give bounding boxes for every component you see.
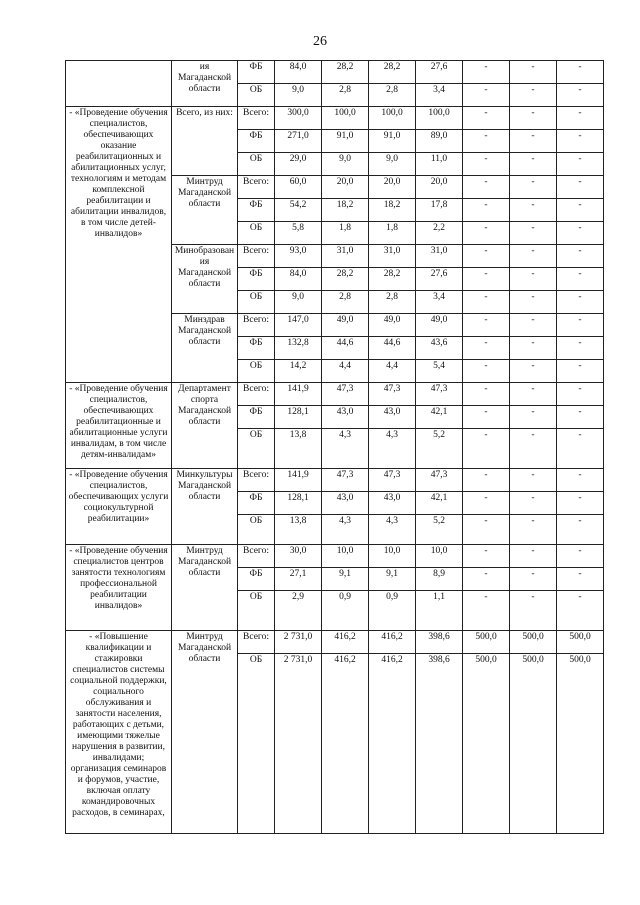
amount-cell: 5,2 (416, 429, 463, 469)
funding-source-cell: ОБ (238, 591, 275, 631)
funding-source-cell: ОБ (238, 222, 275, 245)
amount-cell: 8,9 (416, 568, 463, 591)
executor-cell: Департамент спорта Магаданской области (172, 383, 238, 469)
amount-cell: 2,8 (322, 84, 369, 107)
amount-cell: 47,3 (369, 383, 416, 406)
amount-cell: 29,0 (275, 153, 322, 176)
amount-cell: - (557, 469, 604, 492)
amount-cell: 100,0 (322, 107, 369, 130)
amount-cell: - (557, 153, 604, 176)
activity-cell: - «Проведение обучения специалистов, обеспечивающих реабилитационные и абилитационные услуги инвалидам, в том числе детям-инвалидам» (66, 383, 172, 469)
executor-cell: Минкультуры Магаданской области (172, 469, 238, 545)
amount-cell: - (510, 383, 557, 406)
amount-cell: 128,1 (275, 406, 322, 429)
activity-cell (66, 61, 172, 107)
amount-cell: 42,1 (416, 492, 463, 515)
amount-cell: - (463, 591, 510, 631)
amount-cell: 27,1 (275, 568, 322, 591)
amount-cell: 271,0 (275, 130, 322, 153)
executor-cell: Всего, из них: (172, 107, 238, 176)
table-row (66, 383, 604, 406)
amount-cell: 0,9 (322, 591, 369, 631)
amount-cell: - (510, 107, 557, 130)
amount-cell: 5,2 (416, 515, 463, 545)
amount-cell: 49,0 (416, 314, 463, 337)
amount-cell: 1,1 (416, 591, 463, 631)
amount-cell: - (463, 107, 510, 130)
amount-cell: 2,9 (275, 591, 322, 631)
amount-cell: 28,2 (369, 61, 416, 84)
table-row (66, 469, 604, 492)
amount-cell: 9,1 (369, 568, 416, 591)
amount-cell: - (557, 545, 604, 568)
amount-cell: 398,6 (416, 654, 463, 834)
amount-cell: 500,0 (463, 654, 510, 834)
amount-cell: 84,0 (275, 268, 322, 291)
amount-cell: 18,2 (322, 199, 369, 222)
funding-source-cell: Всего: (238, 176, 275, 199)
funding-source-cell: ОБ (238, 654, 275, 834)
amount-cell: 1,8 (369, 222, 416, 245)
amount-cell: - (557, 406, 604, 429)
amount-cell: - (557, 591, 604, 631)
amount-cell: 9,0 (275, 84, 322, 107)
activity-cell: - «Проведение обучения специалистов, обеспечивающих услуги социокультурной реабилитации» (66, 469, 172, 545)
amount-cell: 91,0 (369, 130, 416, 153)
amount-cell: 17,8 (416, 199, 463, 222)
amount-cell: 416,2 (322, 654, 369, 834)
amount-cell: 500,0 (557, 631, 604, 654)
activity-cell: - «Проведение обучения специалистов центров занятости технологиям профессиональной реабилитации инвалидов» (66, 545, 172, 631)
funding-source-cell: Всего: (238, 107, 275, 130)
funding-source-cell: ФБ (238, 199, 275, 222)
amount-cell: - (463, 84, 510, 107)
amount-cell: 100,0 (369, 107, 416, 130)
amount-cell: - (557, 492, 604, 515)
amount-cell: - (463, 176, 510, 199)
amount-cell: - (463, 245, 510, 268)
amount-cell: 60,0 (275, 176, 322, 199)
amount-cell: 10,0 (322, 545, 369, 568)
amount-cell: 9,0 (322, 153, 369, 176)
amount-cell: 27,6 (416, 268, 463, 291)
activity-cell: - «Повышение квалификации и стажировки специалистов системы социальной поддержки, социального обслуживания и занятости населения, работающих с детьми, имеющими тяжелые нарушения в развитии, инвалидами; организация семинаров и форумов, участие, включая оплату командировочных расходов, в семинарах, (66, 631, 172, 834)
amount-cell: - (557, 429, 604, 469)
amount-cell: - (463, 568, 510, 591)
amount-cell: 141,9 (275, 383, 322, 406)
amount-cell: 28,2 (322, 268, 369, 291)
amount-cell: 3,4 (416, 291, 463, 314)
amount-cell: 91,0 (322, 130, 369, 153)
amount-cell: 31,0 (416, 245, 463, 268)
amount-cell: 43,0 (322, 492, 369, 515)
amount-cell: - (510, 291, 557, 314)
amount-cell: 20,0 (369, 176, 416, 199)
amount-cell: 141,9 (275, 469, 322, 492)
amount-cell: 2,2 (416, 222, 463, 245)
amount-cell: - (557, 84, 604, 107)
amount-cell: - (463, 130, 510, 153)
amount-cell: 4,3 (322, 515, 369, 545)
amount-cell: - (510, 268, 557, 291)
funding-source-cell: ОБ (238, 515, 275, 545)
amount-cell: 5,4 (416, 360, 463, 383)
amount-cell: 47,3 (416, 469, 463, 492)
amount-cell: - (510, 84, 557, 107)
table-row (66, 631, 604, 654)
funding-source-cell: ФБ (238, 61, 275, 84)
amount-cell: - (557, 245, 604, 268)
amount-cell: 54,2 (275, 199, 322, 222)
amount-cell: 128,1 (275, 492, 322, 515)
amount-cell: 89,0 (416, 130, 463, 153)
executor-cell: Минтруд Магаданской области (172, 545, 238, 631)
amount-cell: 147,0 (275, 314, 322, 337)
amount-cell: 28,2 (322, 61, 369, 84)
funding-source-cell: ФБ (238, 406, 275, 429)
amount-cell: 9,0 (369, 153, 416, 176)
amount-cell: - (557, 568, 604, 591)
amount-cell: 14,2 (275, 360, 322, 383)
amount-cell: - (510, 429, 557, 469)
amount-cell: 43,0 (369, 406, 416, 429)
executor-cell: Минтруд Магаданской области (172, 176, 238, 245)
amount-cell: - (463, 61, 510, 84)
amount-cell: 2 731,0 (275, 654, 322, 834)
amount-cell: 100,0 (416, 107, 463, 130)
amount-cell: - (510, 176, 557, 199)
amount-cell: 84,0 (275, 61, 322, 84)
amount-cell: 416,2 (322, 631, 369, 654)
amount-cell: - (463, 314, 510, 337)
executor-cell: Минздрав Магаданской области (172, 314, 238, 383)
amount-cell: 2 731,0 (275, 631, 322, 654)
amount-cell: 4,3 (369, 429, 416, 469)
amount-cell: 27,6 (416, 61, 463, 84)
amount-cell: 500,0 (510, 654, 557, 834)
amount-cell: - (463, 406, 510, 429)
amount-cell: 500,0 (463, 631, 510, 654)
amount-cell: - (557, 515, 604, 545)
amount-cell: 47,3 (369, 469, 416, 492)
amount-cell: 44,6 (322, 337, 369, 360)
amount-cell: - (510, 245, 557, 268)
funding-source-cell: Всего: (238, 469, 275, 492)
amount-cell: 2,8 (322, 291, 369, 314)
amount-cell: 9,1 (322, 568, 369, 591)
amount-cell: - (463, 268, 510, 291)
amount-cell: 4,3 (322, 429, 369, 469)
amount-cell: - (510, 545, 557, 568)
amount-cell: 416,2 (369, 631, 416, 654)
amount-cell: 416,2 (369, 654, 416, 834)
amount-cell: - (557, 383, 604, 406)
amount-cell: 93,0 (275, 245, 322, 268)
funding-source-cell: Всего: (238, 383, 275, 406)
funding-source-cell: ФБ (238, 568, 275, 591)
amount-cell: 13,8 (275, 429, 322, 469)
amount-cell: 2,8 (369, 291, 416, 314)
amount-cell: 44,6 (369, 337, 416, 360)
amount-cell: - (463, 222, 510, 245)
amount-cell: 5,8 (275, 222, 322, 245)
page-number: 26 (313, 34, 327, 49)
funding-source-cell: ОБ (238, 429, 275, 469)
amount-cell: 43,0 (322, 406, 369, 429)
amount-cell: 31,0 (322, 245, 369, 268)
funding-source-cell: ОБ (238, 360, 275, 383)
amount-cell: - (557, 360, 604, 383)
amount-cell: 47,3 (322, 469, 369, 492)
amount-cell: - (463, 492, 510, 515)
funding-source-cell: ФБ (238, 337, 275, 360)
amount-cell: 18,2 (369, 199, 416, 222)
funding-source-cell: ФБ (238, 492, 275, 515)
amount-cell: - (510, 469, 557, 492)
amount-cell: 0,9 (369, 591, 416, 631)
amount-cell: 20,0 (416, 176, 463, 199)
amount-cell: - (463, 199, 510, 222)
amount-cell: 4,4 (369, 360, 416, 383)
funding-source-cell: Всего: (238, 314, 275, 337)
executor-cell: Минтруд Магаданской области (172, 631, 238, 834)
amount-cell: - (557, 337, 604, 360)
table-row (66, 545, 604, 568)
amount-cell: - (510, 568, 557, 591)
amount-cell: 28,2 (369, 268, 416, 291)
funding-table (65, 60, 604, 834)
funding-source-cell: ФБ (238, 268, 275, 291)
amount-cell: - (557, 291, 604, 314)
amount-cell: 43,0 (369, 492, 416, 515)
amount-cell: 13,8 (275, 515, 322, 545)
funding-source-cell: Всего: (238, 545, 275, 568)
amount-cell: 500,0 (510, 631, 557, 654)
amount-cell: - (463, 469, 510, 492)
amount-cell: 132,8 (275, 337, 322, 360)
amount-cell: 11,0 (416, 153, 463, 176)
amount-cell: 2,8 (369, 84, 416, 107)
amount-cell: 10,0 (416, 545, 463, 568)
amount-cell: - (510, 591, 557, 631)
funding-source-cell: ОБ (238, 84, 275, 107)
amount-cell: - (510, 199, 557, 222)
amount-cell: - (557, 107, 604, 130)
amount-cell: - (557, 268, 604, 291)
amount-cell: 49,0 (369, 314, 416, 337)
activity-cell: - «Проведение обучения специалистов, обеспечивающих оказание реабилитационных и абилитационных услуг, технологиям и методам комплексной реабилитации и абилитации инвалидов, в том числе детей-инвалидов» (66, 107, 172, 383)
executor-cell: Минобразован ия Магаданской области (172, 245, 238, 314)
amount-cell: 9,0 (275, 291, 322, 314)
amount-cell: 43,6 (416, 337, 463, 360)
amount-cell: - (557, 199, 604, 222)
funding-source-cell: Всего: (238, 631, 275, 654)
amount-cell: - (510, 337, 557, 360)
amount-cell: - (510, 61, 557, 84)
amount-cell: 42,1 (416, 406, 463, 429)
amount-cell: 20,0 (322, 176, 369, 199)
amount-cell: - (510, 222, 557, 245)
amount-cell: - (510, 314, 557, 337)
amount-cell: - (463, 383, 510, 406)
amount-cell: 4,4 (322, 360, 369, 383)
funding-source-cell: ФБ (238, 130, 275, 153)
amount-cell: 300,0 (275, 107, 322, 130)
amount-cell: - (510, 406, 557, 429)
amount-cell: - (463, 337, 510, 360)
amount-cell: - (463, 429, 510, 469)
amount-cell: 398,6 (416, 631, 463, 654)
amount-cell: - (557, 222, 604, 245)
amount-cell: - (463, 515, 510, 545)
funding-source-cell: ОБ (238, 153, 275, 176)
amount-cell: - (557, 314, 604, 337)
amount-cell: - (463, 545, 510, 568)
executor-cell: ия Магаданской области (172, 61, 238, 107)
amount-cell: - (463, 153, 510, 176)
amount-cell: 47,3 (416, 383, 463, 406)
amount-cell: - (510, 360, 557, 383)
amount-cell: 4,3 (369, 515, 416, 545)
amount-cell: - (557, 130, 604, 153)
amount-cell: 500,0 (557, 654, 604, 834)
amount-cell: 49,0 (322, 314, 369, 337)
amount-cell: - (510, 153, 557, 176)
table-row (66, 61, 604, 84)
amount-cell: 3,4 (416, 84, 463, 107)
amount-cell: 47,3 (322, 383, 369, 406)
amount-cell: 31,0 (369, 245, 416, 268)
amount-cell: - (463, 291, 510, 314)
amount-cell: 10,0 (369, 545, 416, 568)
funding-source-cell: ОБ (238, 291, 275, 314)
table-row (66, 107, 604, 130)
amount-cell: 30,0 (275, 545, 322, 568)
amount-cell: - (510, 515, 557, 545)
amount-cell: - (510, 130, 557, 153)
amount-cell: - (557, 61, 604, 84)
amount-cell: - (510, 492, 557, 515)
amount-cell: - (557, 176, 604, 199)
funding-source-cell: Всего: (238, 245, 275, 268)
amount-cell: - (463, 360, 510, 383)
amount-cell: 1,8 (322, 222, 369, 245)
